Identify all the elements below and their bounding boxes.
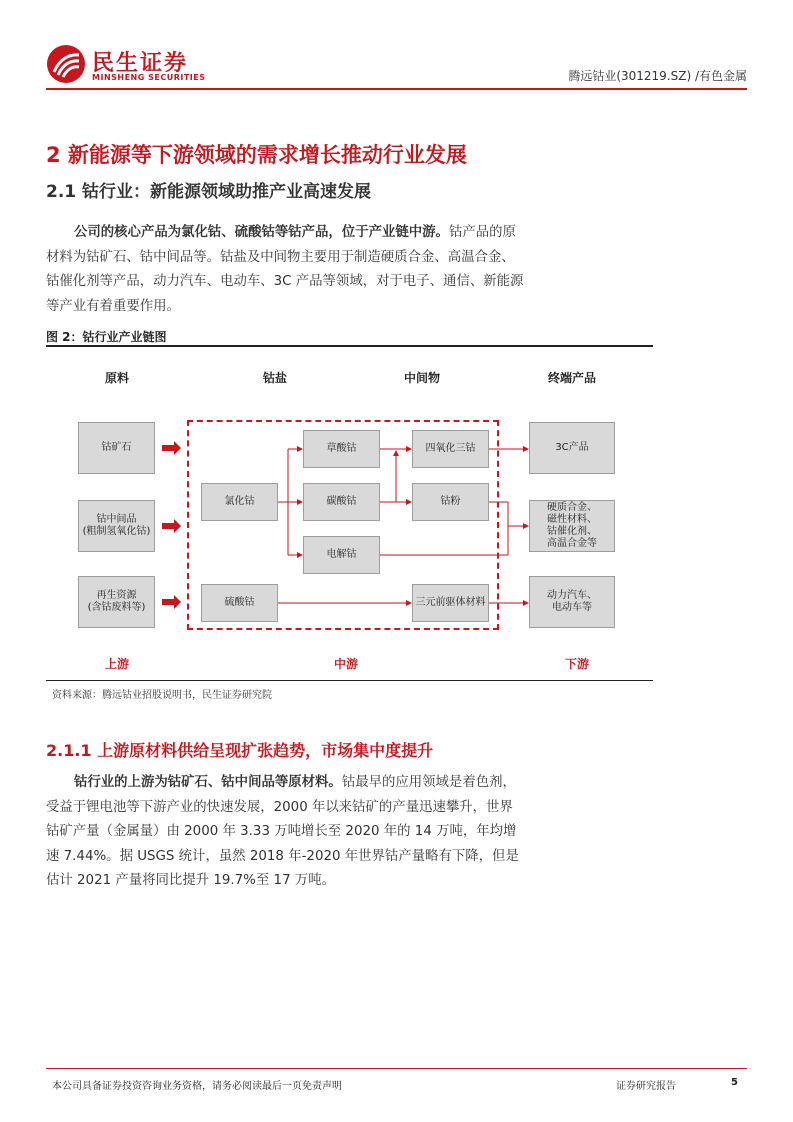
header-divider [46, 88, 747, 90]
cobalt-industry-chain-diagram [46, 350, 653, 680]
flow-arrows [46, 350, 653, 680]
box-cobalt-powder: 钴粉 [412, 483, 489, 521]
column-head-cobalt-salts: 钴盐 [262, 371, 288, 385]
box-3c-products: 3C产品 [529, 422, 615, 474]
logo-text-cn: 民生证券 [92, 51, 189, 76]
box-cobalt-sulfate: 硫酸钴 [201, 584, 278, 622]
upstream-paragraph-rest: 钴最早的应用领域是着色剂，受益于锂电池等下游产业的快速发展，2000 年以来钴矿的产量迅速攀升，世界钴矿产量（金属量）由 2000 年 3.33 万吨增长至 2020 年的 14 万吨，年均增速 7.44%。据 USGS 统计，虽然 2018 年-2020 年世界钴产量略有下降，但是估计 2021 产量将同比提升 19.7%至 17 万吨。 [46, 775, 519, 888]
box-cobalt-carbonate: 碳酸钴 [303, 483, 380, 521]
intro-paragraph-bold: 公司的核心产品为氯化钴、硫酸钴等钴产品，位于产业链中游。 [74, 225, 449, 240]
column-head-end-products: 终端产品 [547, 371, 597, 385]
box-cobalt-tetroxide: 四氧化三钴 [412, 430, 489, 468]
stage-upstream: 上游 [104, 657, 130, 671]
minsheng-logo-icon [46, 44, 86, 84]
intro-paragraph [46, 221, 526, 319]
section-heading: 2 新能源等下游领域的需求增长推动行业发展 [46, 143, 467, 167]
footer-report-type: 证券研究报告 [616, 1081, 676, 1092]
box-cobalt-oxalate: 草酸钴 [303, 430, 380, 468]
box-cobalt-chloride: 氯化钴 [201, 483, 278, 521]
subsection-heading: 2.1 钴行业：新能源领域助推产业高速发展 [46, 182, 372, 202]
stage-midstream: 中游 [333, 657, 359, 671]
page-number: 5 [731, 1077, 738, 1088]
intro-paragraph-rest: 钴产品的原材料为钴矿石、钴中间品等。钴盐及中间物主要用于制造硬质合金、高温合金、钴催化剂等产品，动力汽车、电动车、3C 产品等领域，对于电子、通信、新能源等产业有着重要作用。 [46, 225, 524, 314]
column-head-intermediates: 中间物 [403, 371, 441, 385]
box-cobalt-ore: 钴矿石 [78, 422, 155, 474]
upstream-paragraph-bold: 钴行业的上游为钴矿石、钴中间品等原材料。 [74, 775, 342, 790]
figure-source: 资料来源：腾远钴业招股说明书，民生证券研究院 [52, 690, 272, 701]
report-stock-label: 腾远钴业(301219.SZ) /有色金属 [568, 69, 747, 83]
figure-bottom-rule [46, 680, 653, 681]
figure-top-rule [46, 345, 653, 347]
box-alloys-materials: 硬质合金、 磁性材料、 钴催化剂、 高温合金等 [529, 500, 615, 552]
box-cobalt-intermediate: 钴中间品 (粗制氢氧化钴) [78, 500, 155, 552]
box-recycled-resources: 再生资源 (含钴废料等) [78, 576, 155, 628]
logo-text-en: MINSHENG SECURITIES [92, 73, 206, 82]
footer-disclaimer: 本公司具备证券投资咨询业务资格，请务必阅读最后一页免责声明 [52, 1081, 342, 1092]
stage-downstream: 下游 [564, 657, 590, 671]
subsubsection-heading: 2.1.1 上游原材料供给呈现扩张趋势，市场集中度提升 [46, 741, 434, 760]
box-vehicles: 动力汽车、 电动车等 [529, 576, 615, 628]
upstream-block-arrows [162, 441, 181, 609]
upstream-paragraph [46, 771, 526, 894]
figure-title: 图 2：钴行业产业链图 [46, 330, 167, 344]
footer-divider [46, 1068, 747, 1069]
column-head-raw-materials: 原料 [104, 371, 130, 385]
box-ternary-precursor: 三元前驱体材料 [412, 584, 489, 622]
company-logo [46, 44, 206, 90]
box-electrolytic-cobalt: 电解钴 [303, 536, 380, 574]
